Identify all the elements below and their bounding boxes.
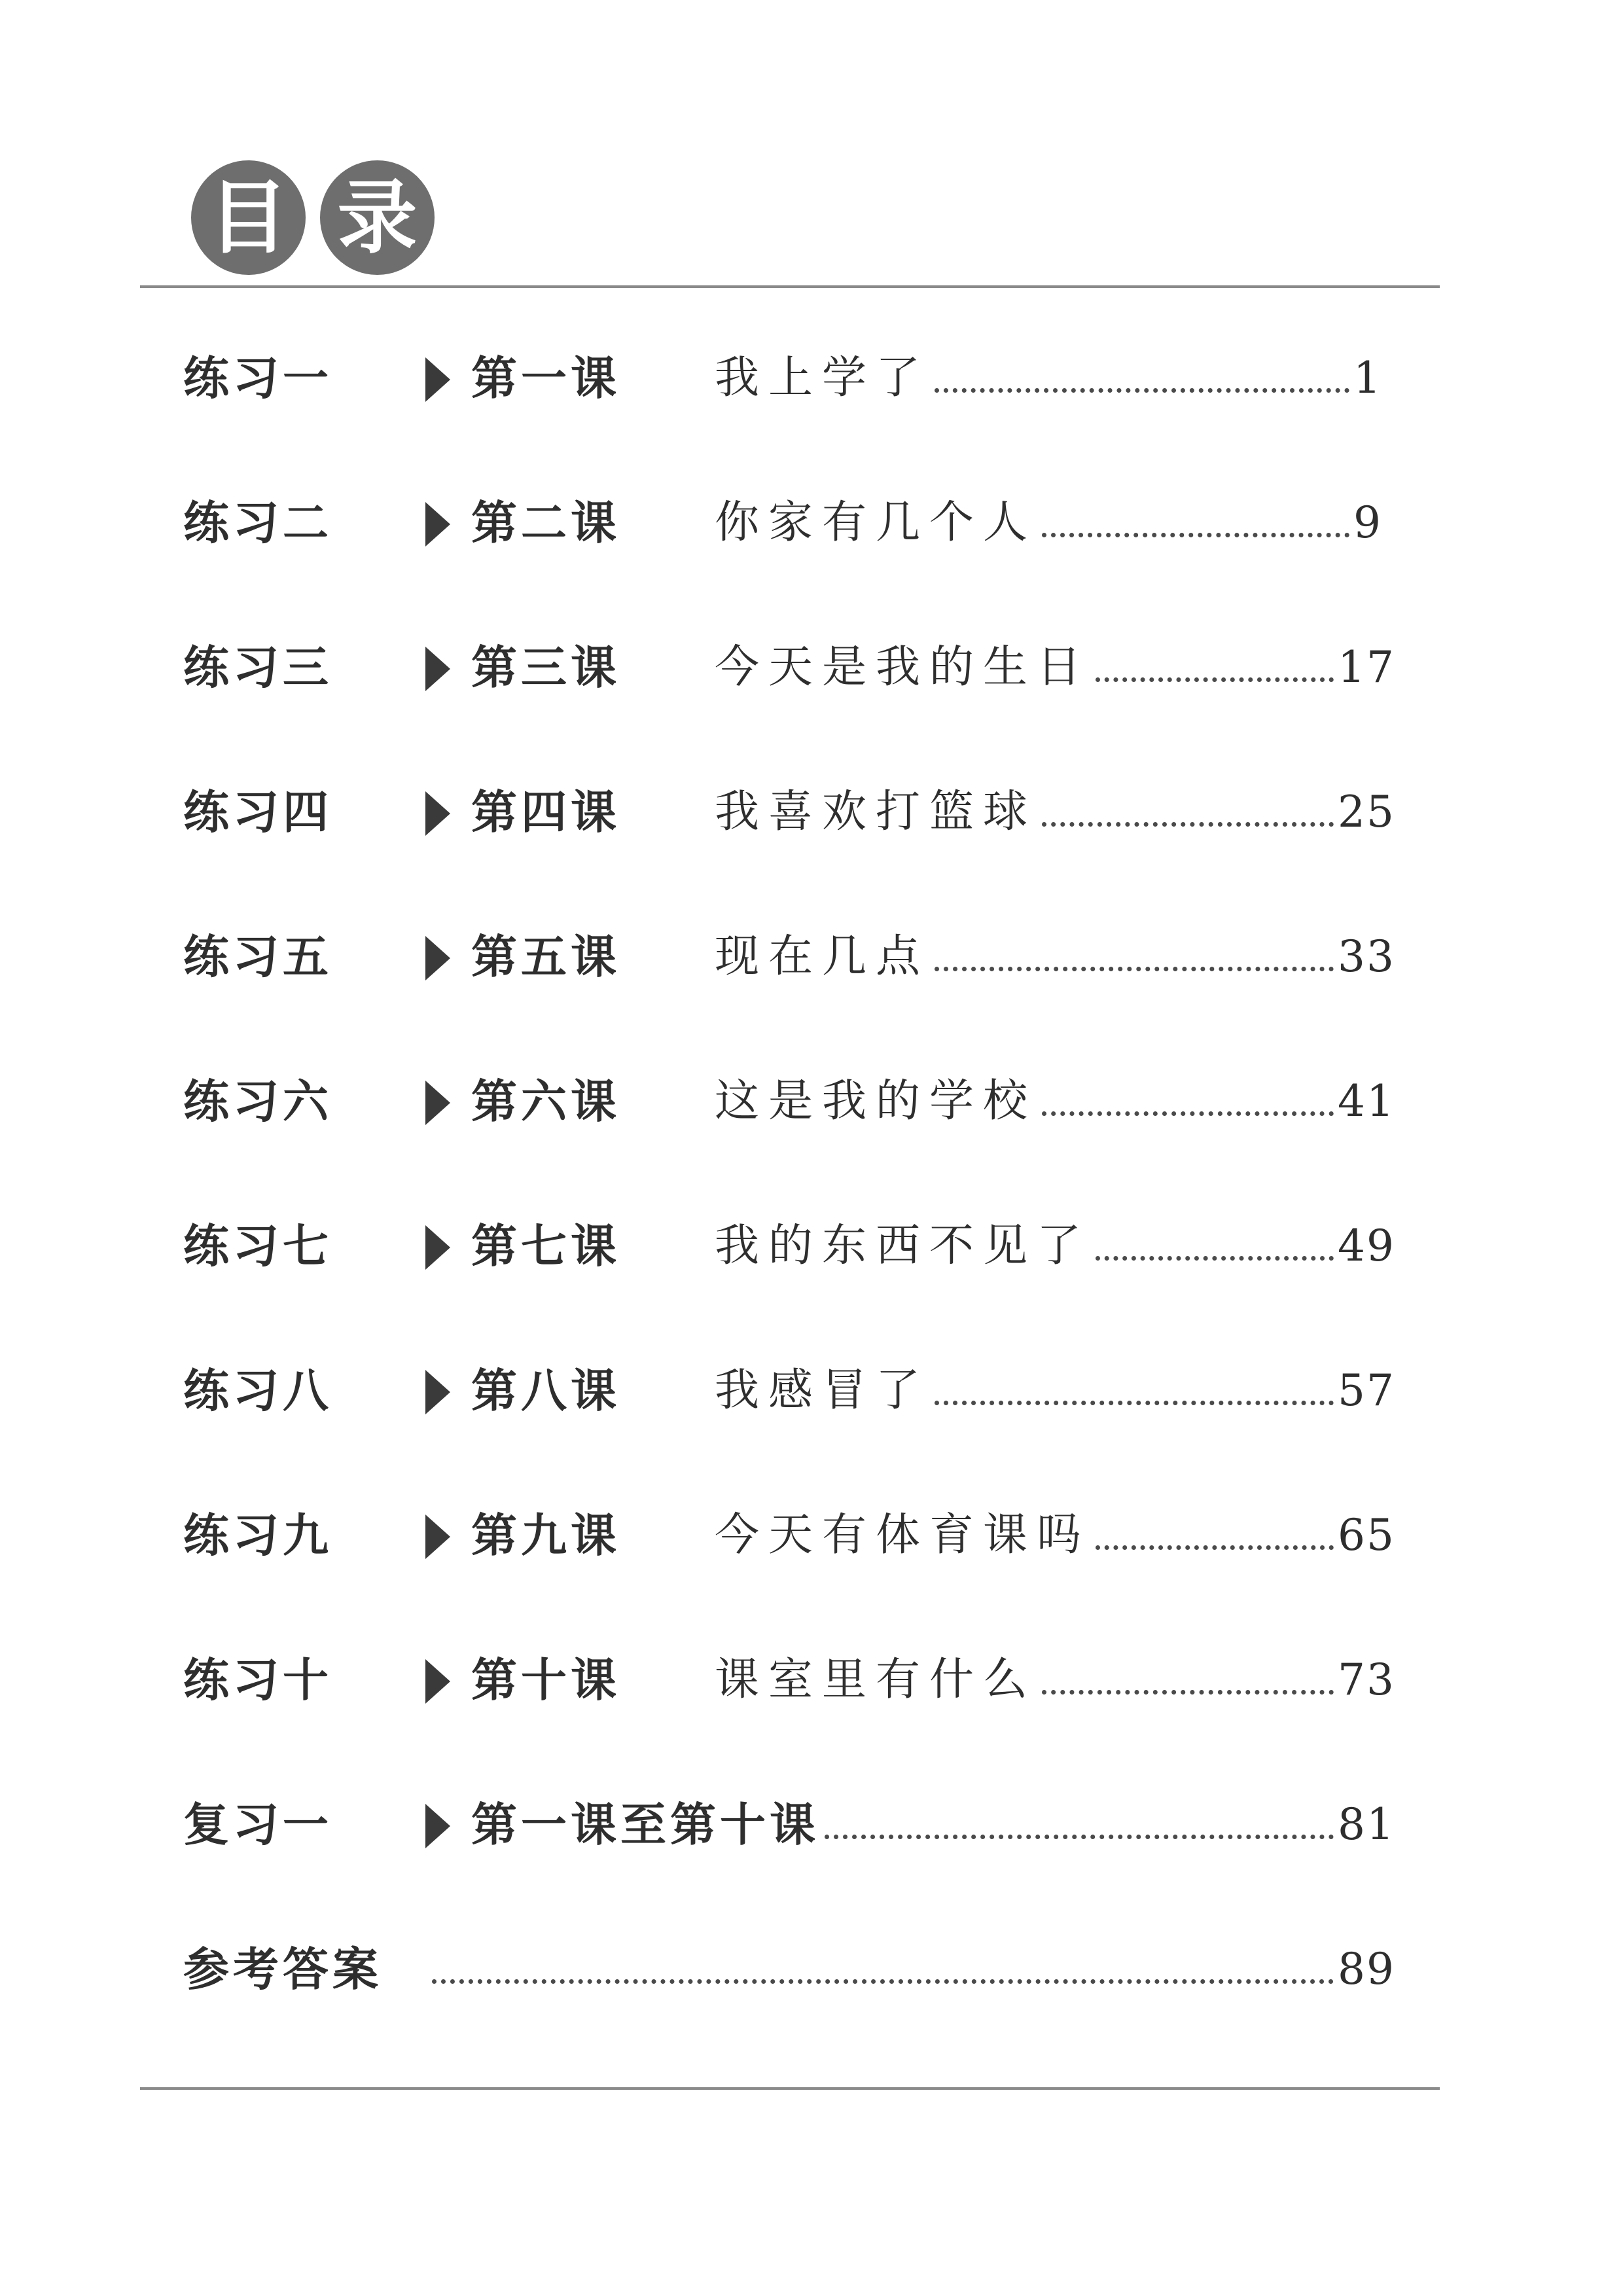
toc-title-char-1: 目 bbox=[191, 160, 306, 275]
lesson-title: 我的东西不见了 bbox=[715, 1220, 1091, 1272]
triangle-arrow-icon bbox=[425, 357, 450, 402]
lesson-title: 这是我的学校 bbox=[715, 1075, 1037, 1127]
lesson-title: 今天有体育课吗 bbox=[715, 1509, 1091, 1561]
page-number: 81 bbox=[1338, 1799, 1395, 1850]
toc-title bbox=[191, 160, 435, 275]
practice-label: 练习一 bbox=[183, 351, 332, 405]
practice-label: 练习九 bbox=[183, 1509, 332, 1562]
lesson-label: 第二课 bbox=[471, 496, 620, 550]
lesson-title: 我上学了 bbox=[715, 352, 930, 404]
lesson-label: 第八课 bbox=[471, 1364, 620, 1418]
page-number: 41 bbox=[1338, 1076, 1395, 1126]
toc-entry[interactable] bbox=[0, 1647, 1623, 1713]
lesson-title: 今天是我的生日 bbox=[715, 641, 1091, 693]
dot-leader bbox=[1096, 1256, 1334, 1261]
toc-entry[interactable] bbox=[0, 924, 1623, 990]
dot-leader bbox=[1042, 1690, 1334, 1695]
dot-leader bbox=[935, 1401, 1334, 1405]
toc-entry[interactable] bbox=[0, 1069, 1623, 1134]
toc-entry[interactable] bbox=[0, 635, 1623, 700]
practice-label: 练习六 bbox=[183, 1075, 332, 1128]
lesson-label: 第四课 bbox=[471, 785, 620, 839]
lesson-title: 现在几点 bbox=[715, 931, 930, 982]
practice-label: 练习四 bbox=[183, 785, 332, 839]
triangle-arrow-icon bbox=[425, 502, 450, 547]
page-number: 89 bbox=[1338, 1944, 1395, 1994]
page-number: 33 bbox=[1338, 931, 1395, 982]
entry-leader bbox=[715, 352, 1382, 404]
triangle-arrow-icon bbox=[425, 1515, 450, 1559]
entry-leader bbox=[715, 1075, 1395, 1127]
triangle-arrow-icon bbox=[425, 1081, 450, 1125]
entry-leader bbox=[715, 933, 1395, 980]
practice-label: 练习二 bbox=[183, 496, 332, 550]
page-number: 65 bbox=[1338, 1510, 1395, 1560]
entry-leader bbox=[715, 499, 1382, 547]
toc-entry[interactable] bbox=[0, 1213, 1623, 1279]
answers-label: 参考答案 bbox=[183, 1943, 382, 1996]
page-number: 57 bbox=[1338, 1365, 1395, 1416]
lesson-title: 你家有几个人 bbox=[715, 497, 1037, 548]
lesson-range-label: 第一课至第十课 bbox=[471, 1798, 819, 1852]
practice-label: 练习十 bbox=[183, 1653, 332, 1707]
entry-leader bbox=[432, 1946, 1395, 1993]
dot-leader bbox=[935, 967, 1334, 971]
lesson-label: 第三课 bbox=[471, 641, 620, 694]
entry-leader bbox=[715, 1509, 1395, 1561]
toc-entry-review[interactable] bbox=[0, 1792, 1623, 1857]
lesson-label: 第七课 bbox=[471, 1219, 620, 1273]
page-number: 1 bbox=[1353, 353, 1382, 403]
entry-leader bbox=[715, 1220, 1395, 1272]
dot-leader bbox=[825, 1835, 1334, 1839]
triangle-arrow-icon bbox=[425, 1370, 450, 1414]
bottom-divider bbox=[140, 2087, 1440, 2090]
page-number: 73 bbox=[1338, 1655, 1395, 1705]
dot-leader bbox=[1096, 677, 1334, 682]
top-divider bbox=[140, 285, 1440, 288]
page-number: 17 bbox=[1338, 642, 1395, 692]
triangle-arrow-icon bbox=[425, 1225, 450, 1270]
practice-label: 练习五 bbox=[183, 930, 332, 984]
dot-leader bbox=[1042, 1111, 1334, 1116]
toc-entry[interactable] bbox=[0, 1503, 1623, 1568]
entry-leader bbox=[471, 1798, 1395, 1852]
triangle-arrow-icon bbox=[425, 936, 450, 980]
review-label: 复习一 bbox=[183, 1798, 332, 1852]
toc-entry[interactable] bbox=[0, 780, 1623, 845]
lesson-label: 第十课 bbox=[471, 1653, 620, 1707]
triangle-arrow-icon bbox=[425, 647, 450, 691]
dot-leader bbox=[935, 388, 1349, 393]
lesson-label: 第五课 bbox=[471, 930, 620, 984]
lesson-title: 课室里有什么 bbox=[715, 1654, 1037, 1706]
toc-entry[interactable] bbox=[0, 346, 1623, 411]
dot-leader bbox=[1042, 533, 1349, 537]
practice-label: 练习三 bbox=[183, 641, 332, 694]
dot-leader bbox=[432, 1979, 1334, 1984]
entry-leader bbox=[715, 641, 1395, 693]
toc-entry-answers[interactable] bbox=[0, 1937, 1623, 2002]
lesson-title: 我喜欢打篮球 bbox=[715, 786, 1037, 838]
lesson-title: 我感冒了 bbox=[715, 1365, 930, 1416]
entry-leader bbox=[715, 1654, 1395, 1706]
triangle-arrow-icon bbox=[425, 791, 450, 836]
entry-leader bbox=[715, 1367, 1395, 1414]
lesson-label: 第九课 bbox=[471, 1509, 620, 1562]
toc-entry[interactable] bbox=[0, 490, 1623, 556]
dot-leader bbox=[1042, 822, 1334, 827]
page-number: 9 bbox=[1353, 497, 1382, 548]
dot-leader bbox=[1096, 1545, 1334, 1550]
toc-entry[interactable] bbox=[0, 1358, 1623, 1424]
practice-label: 练习八 bbox=[183, 1364, 332, 1418]
lesson-label: 第六课 bbox=[471, 1075, 620, 1128]
triangle-arrow-icon bbox=[425, 1659, 450, 1704]
toc-title-char-2: 录 bbox=[320, 160, 435, 275]
triangle-arrow-icon bbox=[425, 1804, 450, 1848]
entry-leader bbox=[715, 786, 1395, 838]
practice-label: 练习七 bbox=[183, 1219, 332, 1273]
lesson-label: 第一课 bbox=[471, 351, 620, 405]
page-number: 25 bbox=[1338, 787, 1395, 837]
page-number: 49 bbox=[1338, 1221, 1395, 1271]
